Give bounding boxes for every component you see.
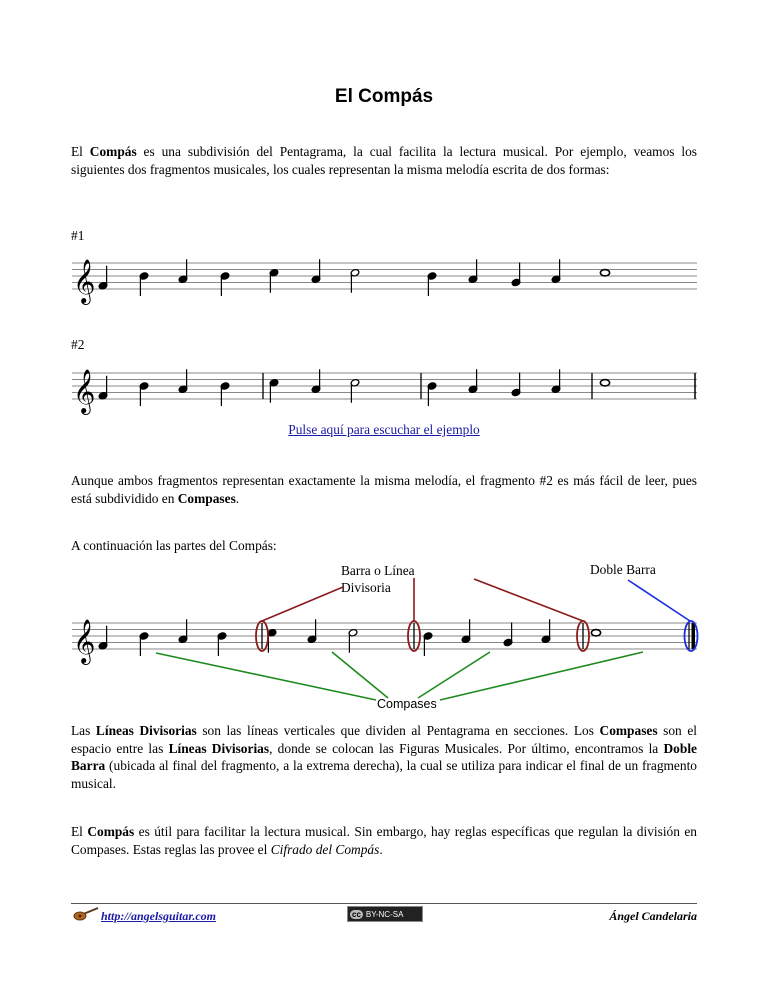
listen-example-link[interactable]: Pulse aquí para escuchar el ejemplo (288, 422, 480, 437)
measure-pointer (332, 652, 388, 698)
footer-divider (71, 903, 697, 904)
footer-author: Ángel Candelaria (609, 909, 697, 923)
parts-intro-text: A continuación las partes del Compás: (71, 538, 277, 553)
parts-diagram (0, 560, 768, 720)
paragraph-compases: Aunque ambos fragmentos representan exactamente la misma melodía, el fragmento #2 es más fácil de leer, pues está subdividido en Compases. (71, 473, 697, 506)
whole-note (600, 270, 609, 276)
cc-license-badge[interactable]: cc BY-NC-SA (347, 906, 423, 922)
paragraph-barlines: Las Líneas Divisorias son las líneas verticales que dividen al Pentagrama en secciones. Los Compases son el espacio entre las Líneas Divisorias, donde se colocan las Figuras Musicales. Por último, encontramos la Doble Barra (ubicada al final del fragmento, a la extrema derecha), la cual se utiliza para indicar el final de un fragmento musical. (71, 723, 697, 791)
fragment-2-label: #2 (71, 337, 85, 352)
whole-note (600, 380, 609, 386)
page-title: El Compás (334, 86, 434, 107)
treble-clef-icon: 𝄞 (73, 259, 96, 303)
barline-label: Barra o Línea Divisoria (341, 563, 415, 595)
fragment-1-label: #1 (71, 228, 85, 243)
staff-fragment-2 (0, 360, 768, 413)
double-bar-thick (692, 623, 696, 649)
treble-clef-icon: 𝄞 (73, 369, 96, 413)
footer-website-link[interactable]: http://angelsguitar.com (101, 909, 217, 923)
staff-fragment-1 (0, 250, 768, 303)
double-bar-label: Doble Barra (590, 562, 656, 577)
barline-pointer (262, 587, 343, 621)
intro-paragraph: El Compás es una subdivisión del Pentagrama, la cual facilita la lectura musical. Por ejemplo, veamos los siguientes dos fragmentos musicales, los cuales representan la misma melodía escrita de dos formas: (71, 144, 697, 177)
paragraph-cifrado: El Compás es útil para facilitar la lectura musical. Sin embargo, hay reglas específicas que regulan la división en Compases. Estas reglas las provee el Cifrado del Compás. (71, 824, 697, 857)
guitar-icon (73, 906, 99, 920)
measures-label: Compases (377, 697, 437, 711)
double-bar-pointer (628, 580, 690, 621)
barline-pointer (474, 579, 583, 621)
whole-note (591, 630, 600, 636)
treble-clef-icon: 𝄞 (73, 619, 96, 663)
measure-pointer (440, 652, 643, 700)
